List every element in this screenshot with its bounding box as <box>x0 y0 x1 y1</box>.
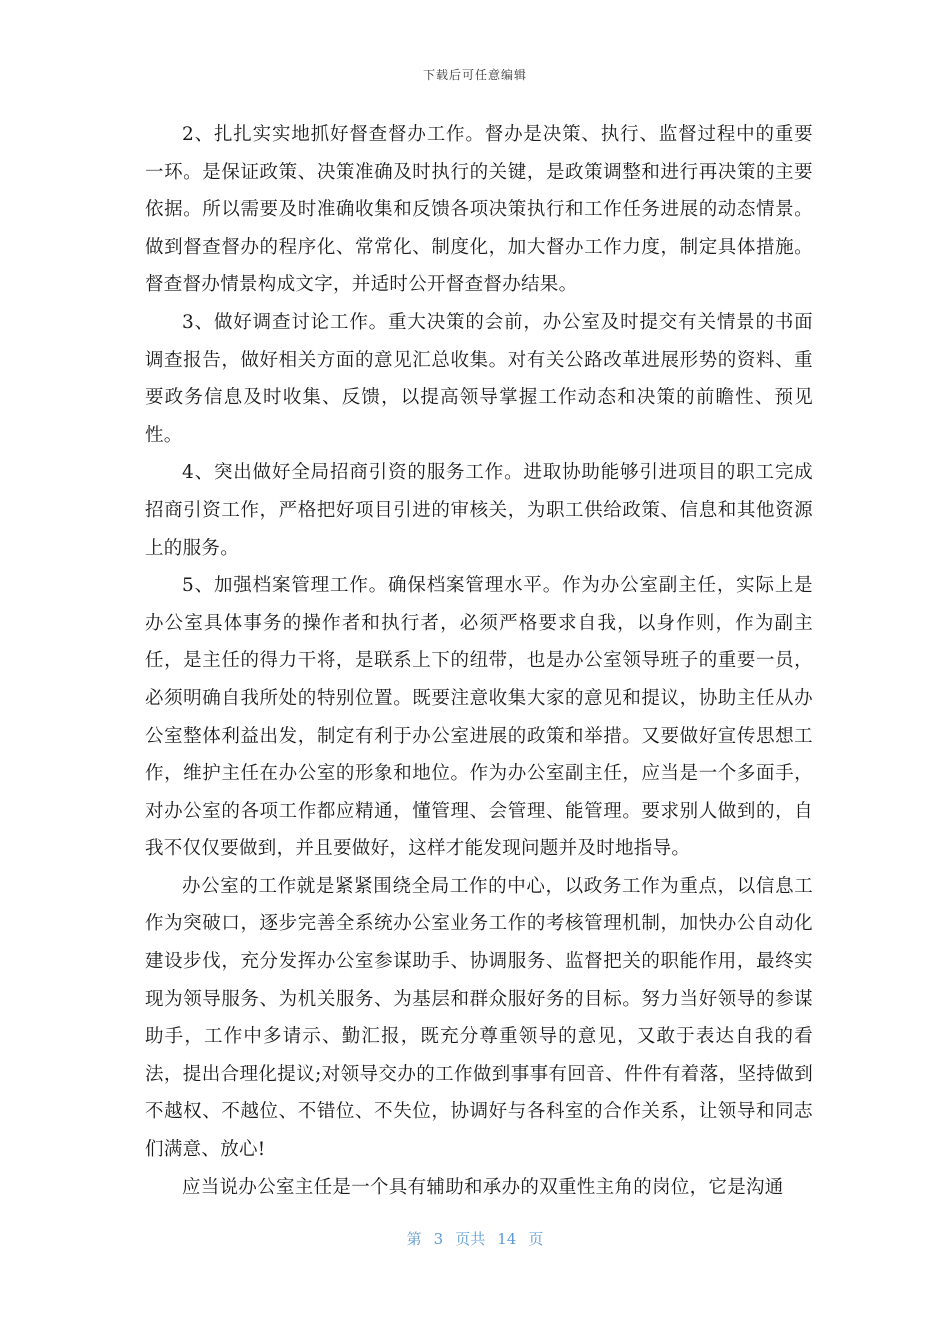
footer-middle: 页共 <box>455 1230 486 1248</box>
footer-current-page: 3 <box>433 1230 444 1248</box>
footer-suffix: 页 <box>528 1230 544 1248</box>
paragraph-office-work: 办公室的工作就是紧紧围绕全局工作的中心，以政务工作为重点，以信息工作为突破口，逐步完善全系统办公室业务工作的考核管理机制，加快办公自动化建设步伐，充分发挥办公室参谋助手、协调服务、监督把关的职能作用，最终实现为领导服务、为机关服务、为基层和群众服好务的目标。努力当好领导的参谋助手，工作中多请示、勤汇报，既充分尊重领导的意见，又敢于表达自我的看法，提出合理化提议;对领导交办的工作做到事事有回音、件件有着落，坚持做到不越权、不越位、不错位、不失位，协调好与各科室的合作关系，让领导和同志们满意、放心! <box>145 875 813 1161</box>
footer-total-pages: 14 <box>497 1230 517 1248</box>
paragraph-director-role: 应当说办公室主任是一个具有辅助和承办的双重性主角的岗位，它是沟通 <box>182 1176 784 1198</box>
document-body <box>145 116 813 1206</box>
paragraph-supervision: 2、扎扎实实地抓好督查督办工作。督办是决策、执行、监督过程中的重要一环。是保证政策、决策准确及时执行的关键，是政策调整和进行再决策的主要依据。所以需要及时准确收集和反馈各项决策执行和工作任务进展的动态情景。做到督查督办的程序化、常常化、制度化，加大督办工作力度，制定具体措施。督查督办情景构成文字，并适时公开督查督办结果。 <box>145 124 813 296</box>
paragraph-archive-management: 5、加强档案管理工作。确保档案管理水平。作为办公室副主任，实际上是办公室具体事务的操作者和执行者，必须严格要求自我，以身作则，作为副主任，是主任的得力干将，是联系上下的纽带，也是办公室领导班子的重要一员，必须明确自我所处的特别位置。既要注意收集大家的意见和提议，协助主任从办公室整体利益出发，制定有利于办公室进展的政策和举措。又要做好宣传思想工作，维护主任在办公室的形象和地位。作为办公室副主任，应当是一个多面手，对办公室的各项工作都应精通，懂管理、会管理、能管理。要求别人做到的，自我不仅仅要做到，并且要做好，这样才能发现问题并及时地指导。 <box>145 575 813 860</box>
page-footer <box>0 1228 950 1249</box>
paragraph-research: 3、做好调查讨论工作。重大决策的会前，办公室及时提交有关情景的书面调查报告，做好相关方面的意见汇总收集。对有关公路改革进展形势的资料、重要政务信息及时收集、反馈，以提高领导掌握工作动态和决策的前瞻性、预见性。 <box>145 311 813 446</box>
paragraph-investment-service: 4、突出做好全局招商引资的服务工作。进取协助能够引进项目的职工完成招商引资工作，严格把好项目引进的审核关，为职工供给政策、信息和其他资源上的服务。 <box>145 462 813 559</box>
page-header: 下载后可任意编辑 <box>422 68 527 82</box>
footer-prefix: 第 <box>406 1230 422 1248</box>
